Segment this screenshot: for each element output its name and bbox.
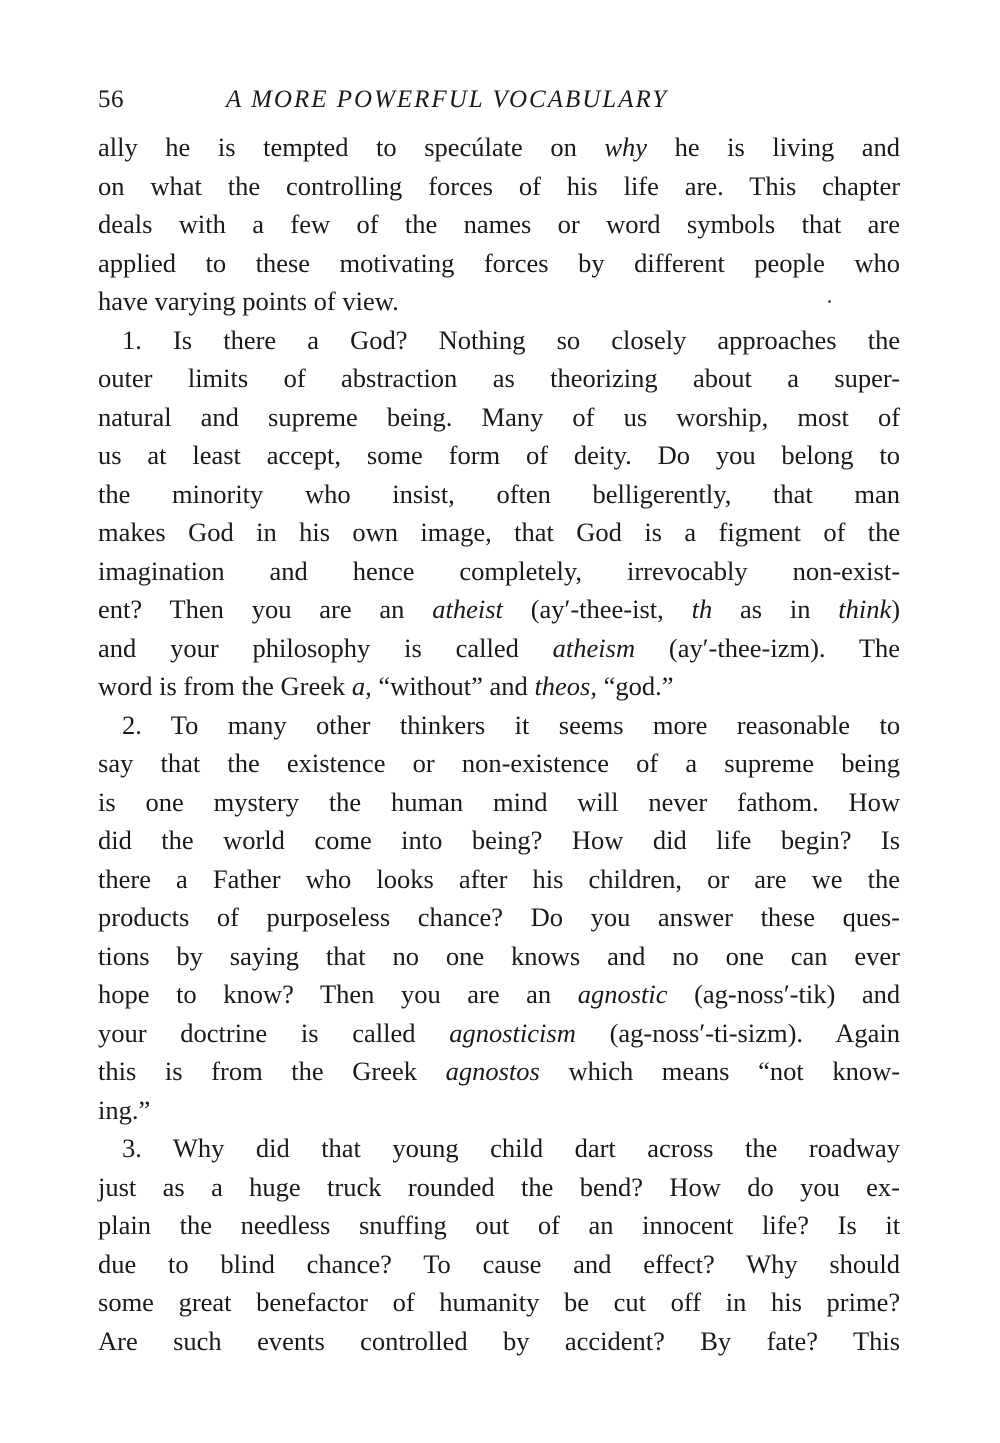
- text-line: ally he is tempted to specúlate on why he is living and: [98, 132, 901, 162]
- text-line: your doctrine is called agnosticism (ag-noss′-ti-sizm). Again: [98, 1017, 901, 1048]
- text-line: plain the needless snuffing out of an innocent life? Is it: [98, 1210, 901, 1240]
- text-line: due to blind chance? To cause and effect? Why should: [98, 1248, 901, 1279]
- text-line: just as a huge truck rounded the bend? How do you ex-: [98, 1171, 901, 1202]
- text-line: hope to know? Then you are an agnostic (ag-noss′-tik) and: [98, 979, 901, 1009]
- text-line: this is from the Greek agnostos which means “not know-: [98, 1056, 901, 1086]
- book-page: [98, 80, 900, 1360]
- paragraph-agnostic: [98, 706, 900, 1130]
- text-line: ent? Then you are an atheist (ay′-thee-ist, th as in think): [98, 594, 901, 624]
- print-speck: [828, 300, 831, 303]
- text-line: applied to these motivating forces by different people who: [98, 247, 901, 278]
- paragraph-fate: [98, 1129, 900, 1360]
- text-line: the minority who insist, often belligerently, that man: [98, 478, 901, 509]
- text-line: tions by saying that no one knows and no one can ever: [98, 940, 900, 971]
- paragraph-atheist: [98, 321, 900, 706]
- text-line: outer limits of abstraction as theorizing about a super-: [98, 363, 901, 393]
- text-line: and your philosophy is called atheism (ay′-thee-izm). The: [98, 632, 901, 663]
- running-head: [98, 80, 900, 128]
- text-line: deals with a few of the names or word symbols that are: [98, 209, 901, 239]
- text-line: 3. Why did that young child dart across the roadway: [122, 1133, 901, 1163]
- text-line: some great benefactor of humanity be cut off in his prime?: [98, 1287, 901, 1317]
- text-line: have varying points of view.: [98, 286, 399, 316]
- text-line: there a Father who looks after his children, or are we the: [98, 863, 901, 894]
- text-line: word is from the Greek a, “without” and theos, “god.”: [98, 671, 674, 701]
- text-line: is one mystery the human mind will never fathom. How: [98, 786, 901, 817]
- body-text: [98, 128, 900, 1360]
- text-line: Are such events controlled by accident? By fate? This: [98, 1325, 901, 1356]
- book-title: A MORE POWERFUL VOCABULARY: [226, 86, 669, 113]
- page-number: 56: [98, 86, 124, 113]
- text-line: us at least accept, some form of deity. Do you belong to: [98, 440, 900, 470]
- text-line: on what the controlling forces of his life are. This chapter: [98, 170, 901, 201]
- text-line: say that the existence or non-existence of a supreme being: [98, 748, 901, 778]
- paragraph-continuation: [98, 128, 900, 321]
- text-line: natural and supreme being. Many of us worship, most of: [98, 401, 901, 432]
- text-line: ing.”: [98, 1094, 151, 1125]
- text-line: did the world come into being? How did life begin? Is: [98, 825, 901, 855]
- text-line: makes God in his own image, that God is a figment of the: [98, 517, 901, 547]
- text-line: imagination and hence completely, irrevocably non-exist-: [98, 555, 901, 586]
- text-line: 1. Is there a God? Nothing so closely approaches the: [122, 324, 901, 355]
- text-line: 2. To many other thinkers it seems more reasonable to: [122, 709, 901, 740]
- text-line: products of purposeless chance? Do you answer these ques-: [98, 902, 900, 932]
